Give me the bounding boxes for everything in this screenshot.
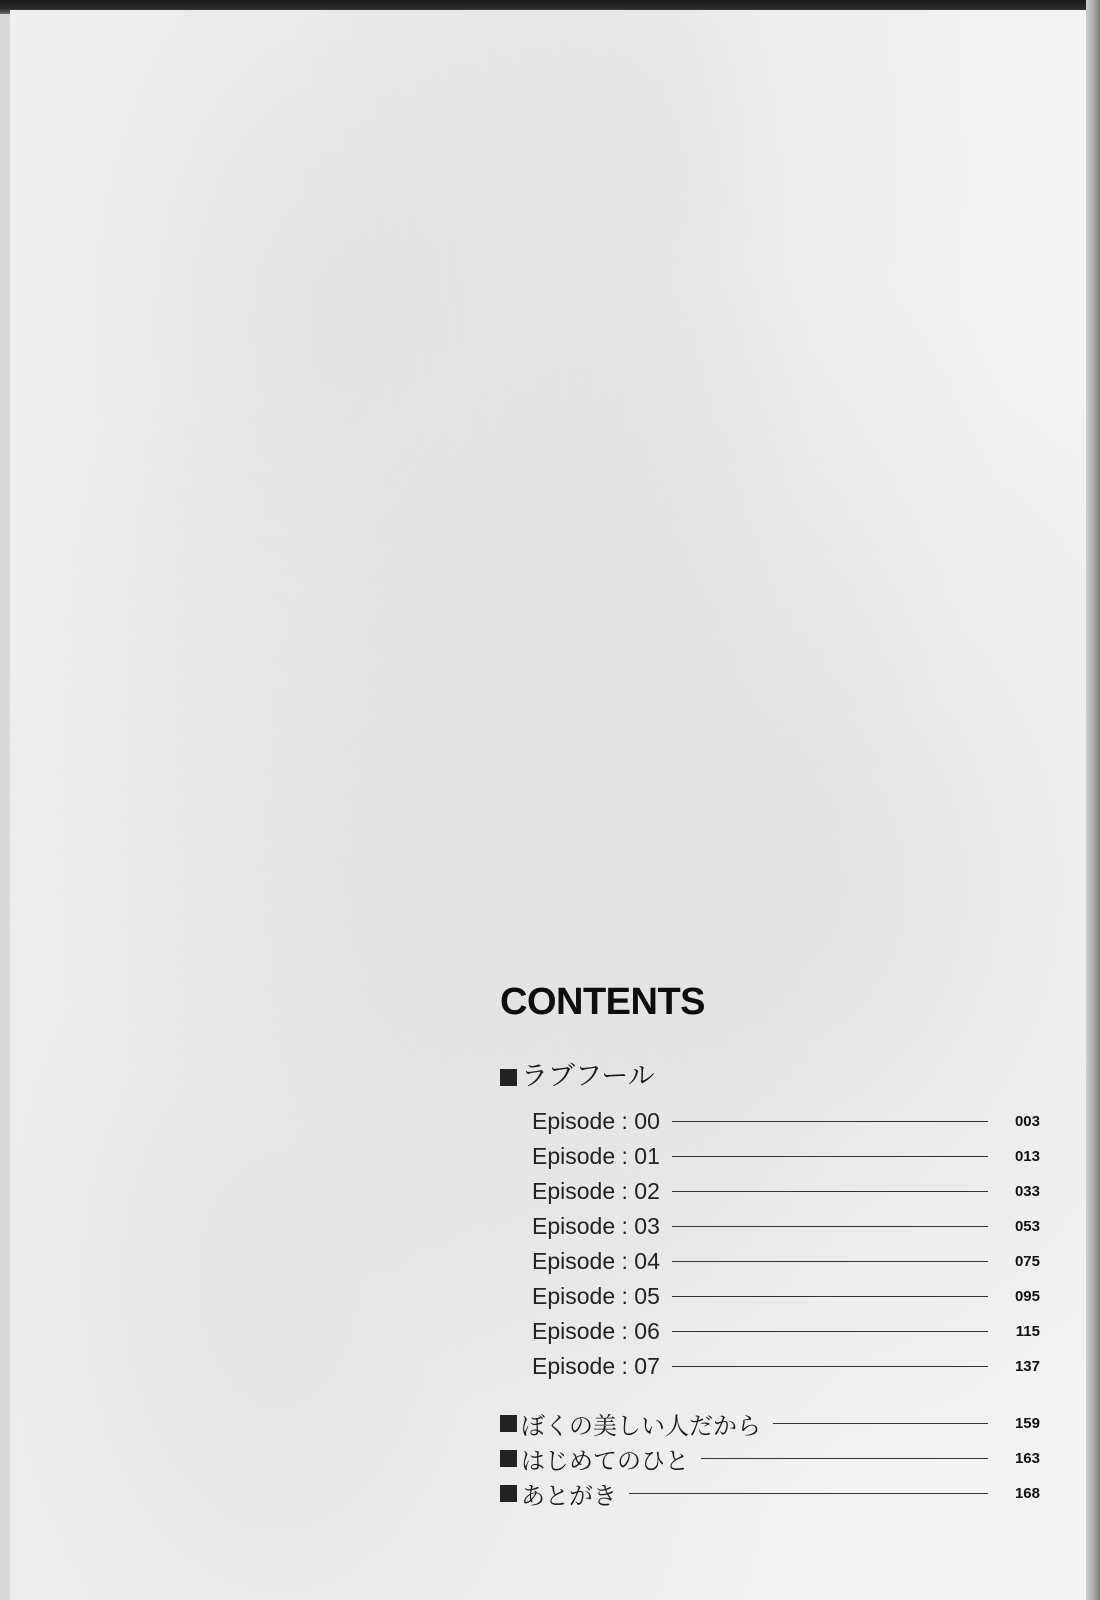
page-number: 115: [1015, 1323, 1040, 1340]
leader-line: [701, 1458, 988, 1459]
page-number: 003: [1014, 1113, 1040, 1130]
entry-label: Episode : 02: [532, 1178, 660, 1204]
page-number: 033: [1014, 1183, 1040, 1200]
page-number: 013: [1014, 1148, 1040, 1165]
toc-entry-atogaki[interactable]: [500, 1476, 1040, 1511]
leader-line: [773, 1423, 988, 1424]
filled-square-icon: [500, 1450, 517, 1467]
leader-line: [672, 1226, 988, 1227]
toc-entry-episode-04[interactable]: [500, 1244, 1040, 1279]
leader-line: [672, 1121, 988, 1122]
entry-title: あとがき: [521, 1482, 617, 1510]
toc-entry-episode-07[interactable]: [500, 1349, 1040, 1384]
page-number: 168: [1014, 1485, 1040, 1502]
page-number: 075: [1014, 1253, 1040, 1270]
entry-label: [500, 1476, 617, 1511]
entry-label: [500, 1406, 761, 1441]
toc-entry-episode-01[interactable]: [500, 1139, 1040, 1174]
toc-entry-episode-00[interactable]: [500, 1104, 1040, 1139]
entry-label: Episode : 04: [532, 1248, 660, 1274]
toc-entry-hajimete-no-hito[interactable]: [500, 1441, 1040, 1476]
toc-entry-boku-no-utsukushii-hito[interactable]: [500, 1406, 1040, 1441]
contents-heading: CONTENTS: [500, 981, 705, 1023]
toc-entry-episode-03[interactable]: [500, 1209, 1040, 1244]
leader-line: [672, 1191, 988, 1192]
entry-label: Episode : 07: [532, 1353, 660, 1379]
table-of-contents: [500, 982, 1040, 1511]
toc-entry-episode-06[interactable]: [500, 1314, 1040, 1349]
page-number: 137: [1014, 1358, 1040, 1375]
entry-label: [500, 1441, 689, 1476]
toc-entry-episode-02[interactable]: [500, 1174, 1040, 1209]
page-number: 163: [1014, 1450, 1040, 1467]
section-title: ラブフール: [521, 1061, 655, 1092]
entry-label: Episode : 00: [532, 1108, 660, 1134]
filled-square-icon: [500, 1069, 517, 1086]
page-number: 053: [1014, 1218, 1040, 1235]
leader-line: [672, 1261, 988, 1262]
filled-square-icon: [500, 1485, 517, 1502]
leader-line: [672, 1296, 988, 1297]
entry-label: Episode : 03: [532, 1213, 660, 1239]
scan-edge-right: [1086, 0, 1100, 1600]
leader-line: [672, 1331, 988, 1332]
entry-label: Episode : 05: [532, 1283, 660, 1309]
section-heading-love-fool: [500, 1060, 1040, 1094]
leader-line: [672, 1366, 988, 1367]
toc-entry-episode-05[interactable]: [500, 1279, 1040, 1314]
leader-line: [629, 1493, 988, 1494]
filled-square-icon: [500, 1415, 517, 1432]
entry-label: Episode : 06: [532, 1318, 660, 1344]
entry-title: はじめてのひと: [521, 1447, 689, 1475]
entry-title: ぼくの美しい人だから: [521, 1412, 761, 1440]
page-number: 095: [1014, 1288, 1040, 1305]
entry-label: Episode : 01: [532, 1143, 660, 1169]
book-page: [10, 10, 1086, 1600]
page-number: 159: [1014, 1415, 1040, 1432]
leader-line: [672, 1156, 988, 1157]
section-gap: [500, 1384, 1040, 1406]
